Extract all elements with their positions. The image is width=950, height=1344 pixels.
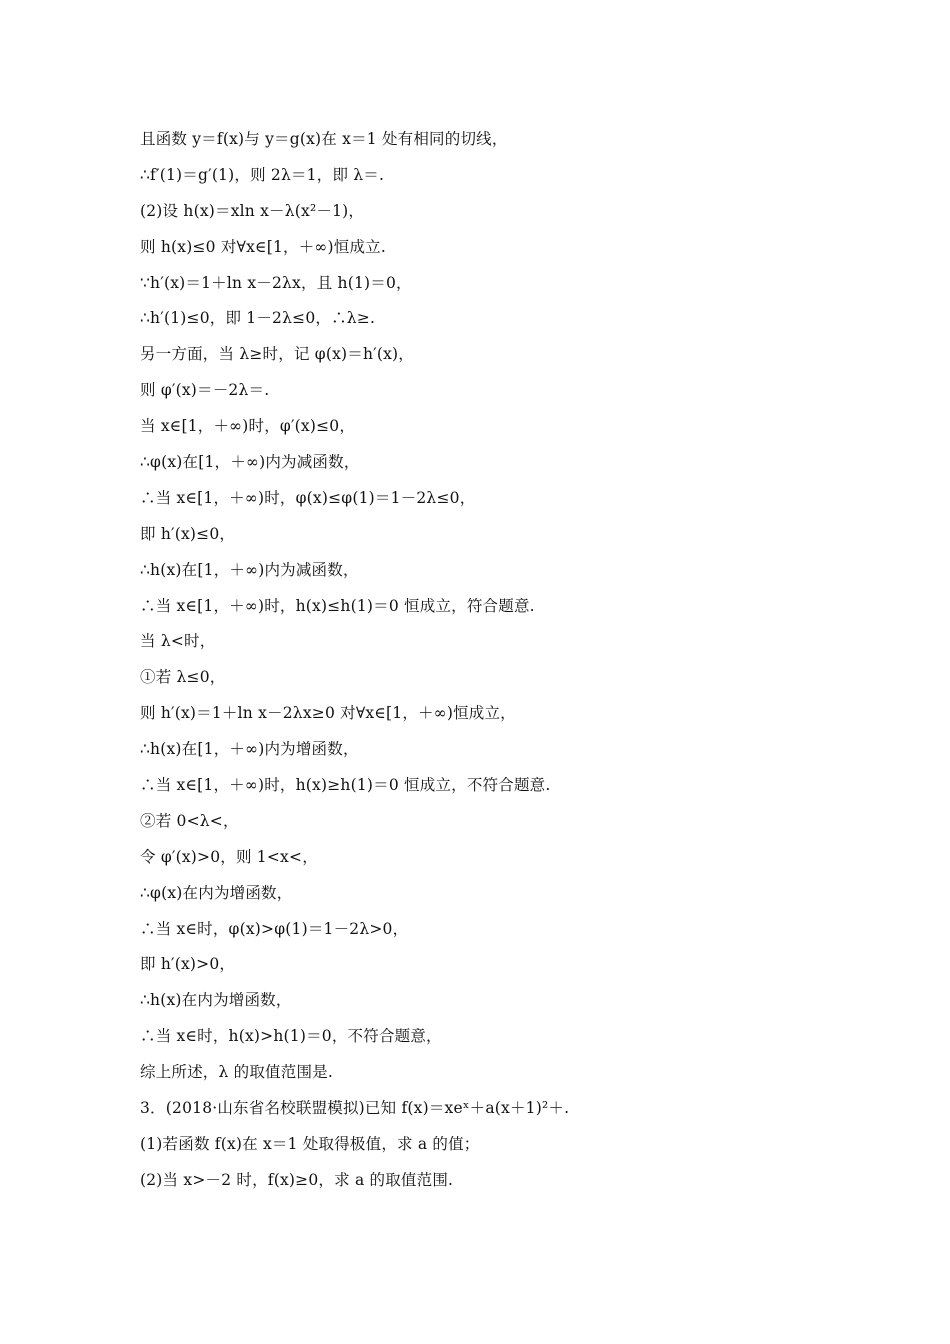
- text-line: ∴φ(x)在内为增函数，: [140, 883, 293, 902]
- text-line: 当 λ<时，: [140, 632, 216, 651]
- text-line: 则 h′(x)＝1＋ln x－2λx≥0 对∀x∈[1，＋∞)恒成立，: [140, 704, 516, 723]
- text-line: ②若 0<λ<，: [140, 811, 239, 830]
- problem-part-1: (1)若函数 f(x)在 x＝1 处取得极值，求 a 的值；: [140, 1134, 480, 1153]
- text-line: 且函数 y＝f(x)与 y＝g(x)在 x＝1 处有相同的切线，: [140, 130, 508, 148]
- problem-heading: 3．(2018·山东省名校联盟模拟)已知 f(x)＝xeˣ＋a(x＋1)²＋.: [140, 1099, 570, 1118]
- solution-text: [140, 122, 840, 1199]
- text-line: ∴h(x)在内为增函数，: [140, 991, 292, 1010]
- text-line: 令 φ′(x)>0，则 1<x<，: [140, 847, 318, 866]
- text-line: (2)设 h(x)＝xln x－λ(x²－1)，: [140, 201, 365, 220]
- text-line: ∴h(x)在[1，＋∞)内为增函数，: [140, 740, 359, 759]
- text-line: 即 h′(x)>0，: [140, 955, 236, 974]
- text-line: ∴当 x∈[1，＋∞)时，h(x)≤h(1)＝0 恒成立，符合题意.: [140, 596, 535, 615]
- text-line: 当 x∈[1，＋∞)时，φ′(x)≤0，: [140, 417, 356, 436]
- problem-part-2: (2)当 x>－2 时，f(x)≥0，求 a 的取值范围.: [140, 1170, 454, 1189]
- text-line: ①若 λ≤0，: [140, 668, 226, 687]
- text-line: 综上所述，λ 的取值范围是.: [140, 1063, 333, 1082]
- text-line: ∴f′(1)＝g′(1)，则 2λ＝1，即 λ＝.: [140, 165, 385, 184]
- text-line: ∴当 x∈[1，＋∞)时，h(x)≥h(1)＝0 恒成立，不符合题意.: [140, 776, 551, 795]
- text-line: ∴当 x∈时，h(x)>h(1)＝0，不符合题意，: [140, 1027, 442, 1046]
- text-line: ∴当 x∈时，φ(x)>φ(1)＝1－2λ>0，: [140, 919, 409, 938]
- text-line: 即 h′(x)≤0，: [140, 524, 236, 543]
- text-line: ∴φ(x)在[1，＋∞)内为减函数，: [140, 453, 360, 472]
- text-line: ∴当 x∈[1，＋∞)时，φ(x)≤φ(1)＝1－2λ≤0，: [140, 488, 476, 507]
- text-line: 另一方面，当 λ≥时，记 φ(x)＝h′(x)，: [140, 345, 414, 364]
- text-line: 则 h(x)≤0 对∀x∈[1，＋∞)恒成立.: [140, 237, 386, 256]
- text-line: ∴h′(1)≤0，即 1－2λ≤0，∴λ≥.: [140, 309, 376, 328]
- text-line: ∴h(x)在[1，＋∞)内为减函数，: [140, 560, 359, 579]
- text-line: 则 φ′(x)＝－2λ＝.: [140, 381, 270, 400]
- text-line: ∵h′(x)＝1＋ln x－2λx，且 h(1)＝0，: [140, 273, 412, 292]
